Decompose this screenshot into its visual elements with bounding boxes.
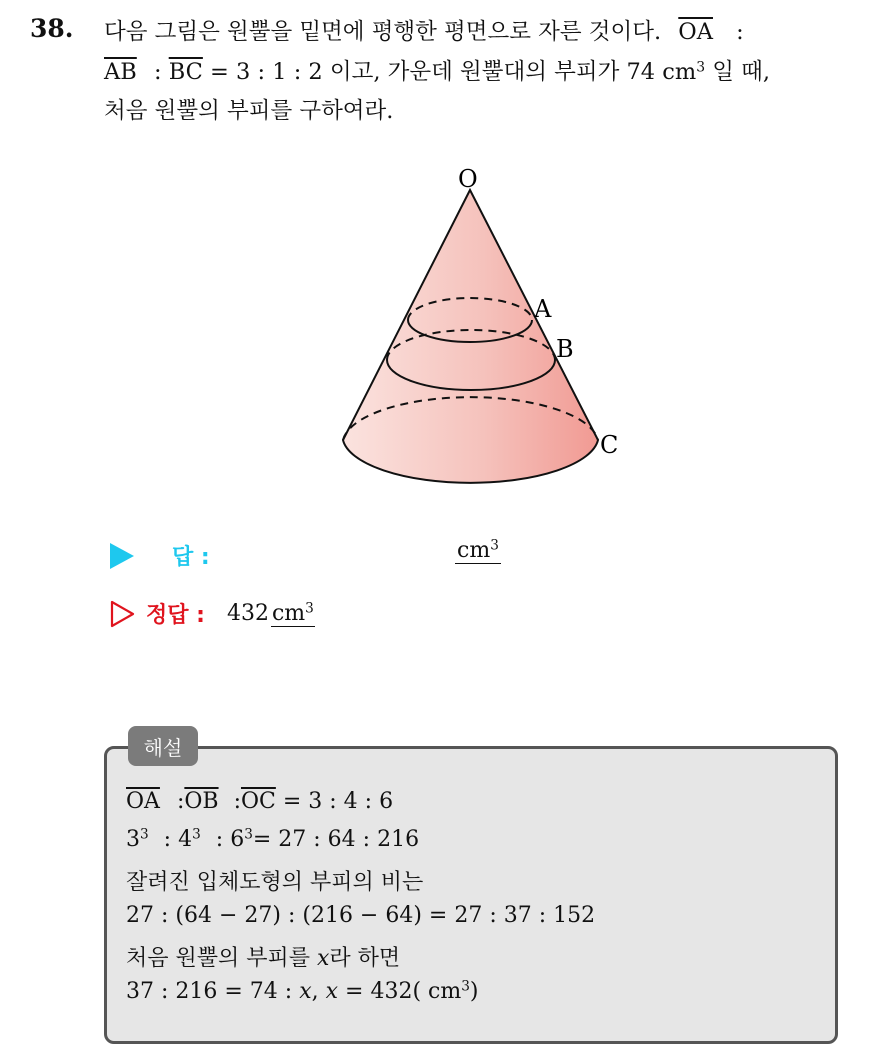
unit-exponent: 3 (696, 59, 706, 76)
ratio-tail: = 3 : 1 : 2 이고, 가운데 원뿔대의 부피가 74 cm (210, 59, 697, 85)
outline-triangle-icon (110, 600, 136, 628)
play-triangle-icon (110, 543, 134, 569)
ratio-colon: : (736, 19, 744, 45)
segment-ob: $\overline{OB}$ (184, 789, 219, 814)
solution-tag: 해설 (128, 726, 198, 766)
solution-line-5: 처음 원뿔의 부피를 x라 하면 (126, 946, 401, 971)
solution-line-3: 잘려진 입체도형의 부피의 비는 (126, 870, 424, 895)
segment-oc: $\overline{OC}$ (240, 789, 276, 814)
segment-ab: $\overline{AB}$ (104, 59, 137, 85)
label-b: B (556, 335, 574, 363)
question-line-3: 처음 원뿔의 부피를 구하여라. (104, 98, 394, 124)
answer-blank-unit[interactable] (455, 538, 501, 564)
question-text: 다음 그림은 원뿔을 밑면에 평행한 평면으로 자른 것이다. (104, 19, 662, 45)
question-line-1 (104, 14, 744, 46)
question-line-2 (104, 54, 770, 86)
correct-unit: cm (271, 600, 306, 626)
cone-figure (330, 160, 630, 500)
correct-unit-wrap (271, 601, 315, 627)
segment-oa: $\overline{OA}$ (126, 789, 160, 814)
answer-unit: cm (457, 538, 491, 563)
solution-line-6: 37 : 216 = 74 : x, x = 432( $cm^3$) (126, 978, 479, 1004)
label-a: A (534, 295, 552, 323)
answer-label: 답 : (172, 545, 210, 570)
solution-line-2: $3^3$ : $4^3$ : $6^3= 27$ : 64 : 216 (126, 826, 420, 852)
segment-bc: $\overline{BC}$ (168, 59, 203, 85)
ratio-line-1-tail: = 3 : 4 : 6 (282, 789, 394, 814)
cube-ratio-tail: = 27 : 64 : 216 (252, 827, 420, 852)
ratio-colon: : (153, 59, 162, 85)
answer-unit-exponent: 3 (490, 537, 499, 554)
label-c: C (600, 431, 619, 459)
question-line2-end: 일 때, (705, 59, 771, 85)
answer-row (110, 540, 210, 571)
label-o: O (458, 165, 478, 193)
correct-value: 432 (226, 601, 269, 626)
variable-x: x (317, 946, 330, 971)
cone-diagram (330, 160, 630, 500)
correct-answer-row (110, 598, 315, 629)
segment-oa: $\overline{OA}$ (678, 19, 713, 45)
correct-label: 정답 : (146, 603, 205, 628)
question-number: 38. (30, 14, 74, 43)
solution-line-1: $\overline{OA}$ $:\overline{OB}$ $:\overline{OC} = 3$ : 4 : 6 (126, 789, 394, 814)
correct-unit-exponent: 3 (305, 600, 314, 616)
solution-line-4: 27 : (64 − 27) : (216 − 64) = 27 : 37 : 152 (126, 903, 596, 928)
